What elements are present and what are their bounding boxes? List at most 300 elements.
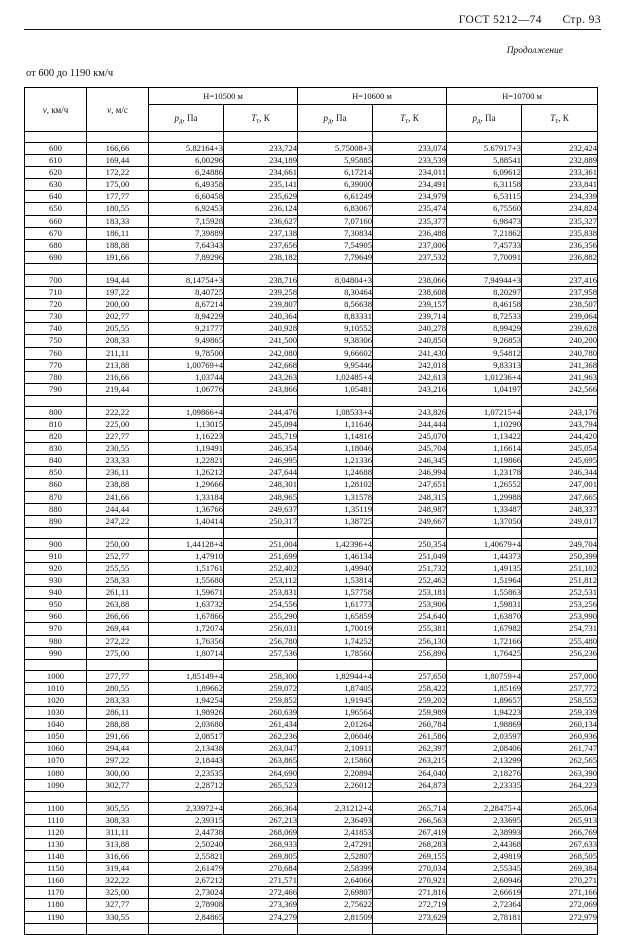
table-cell: 240,850 bbox=[373, 335, 447, 347]
table-cell: 7,70091 bbox=[447, 251, 522, 263]
table-row-spacer bbox=[25, 923, 598, 934]
table-cell: 2,33695 bbox=[447, 814, 522, 826]
table-cell: 2,03680 bbox=[149, 719, 224, 731]
table-cell: 1,35119 bbox=[298, 503, 373, 515]
table-cell: 233,361 bbox=[522, 167, 598, 179]
table-row bbox=[25, 682, 598, 694]
table-cell: 1,94223 bbox=[447, 707, 522, 719]
table-row bbox=[25, 479, 598, 491]
table-cell: 2,23335 bbox=[447, 779, 522, 791]
table-row-spacer bbox=[25, 659, 598, 670]
table-cell: 760 bbox=[25, 347, 87, 359]
table-cell: 236,356 bbox=[522, 239, 598, 251]
table-cell: 252,402 bbox=[224, 563, 298, 575]
table-cell: 251,732 bbox=[373, 563, 447, 575]
table-cell: 1,53814 bbox=[298, 575, 373, 587]
table-cell: 1,42396+4 bbox=[298, 538, 373, 550]
table-cell: 243,216 bbox=[373, 383, 447, 395]
table-row bbox=[25, 694, 598, 706]
table-cell: 245,070 bbox=[373, 431, 447, 443]
table-cell: 246,344 bbox=[522, 467, 598, 479]
table-cell: 257,772 bbox=[522, 682, 598, 694]
table-cell: 237,532 bbox=[373, 251, 447, 263]
table-cell: 690 bbox=[25, 251, 87, 263]
table-cell: 250,00 bbox=[87, 538, 149, 550]
table-cell: 239,807 bbox=[224, 299, 298, 311]
header-group-h10700: Н=10700 м bbox=[447, 88, 598, 105]
table-cell: 1,51964 bbox=[447, 575, 522, 587]
table-cell: 770 bbox=[25, 359, 87, 371]
table-cell: 233,539 bbox=[373, 155, 447, 167]
table-cell: 6,75560 bbox=[447, 203, 522, 215]
table-row bbox=[25, 887, 598, 899]
table-cell: 313,88 bbox=[87, 838, 149, 850]
table-cell: 8,83331 bbox=[298, 311, 373, 323]
table-cell: 1030 bbox=[25, 707, 87, 719]
table-cell: 260,784 bbox=[373, 719, 447, 731]
table-cell: 1020 bbox=[25, 694, 87, 706]
table-cell: 2,64066 bbox=[298, 875, 373, 887]
table-cell: 1,36766 bbox=[149, 503, 224, 515]
table-cell: 262,397 bbox=[373, 743, 447, 755]
table-cell: 246,345 bbox=[373, 455, 447, 467]
table-cell: 1,00769+4 bbox=[149, 359, 224, 371]
table-row bbox=[25, 299, 598, 311]
table-cell: 270,684 bbox=[224, 863, 298, 875]
table-cell: 256,896 bbox=[373, 647, 447, 659]
table-cell: 236,882 bbox=[522, 251, 598, 263]
table-cell: 166,66 bbox=[87, 143, 149, 155]
table-cell: 216,66 bbox=[87, 371, 149, 383]
table-row bbox=[25, 863, 598, 875]
table-cell: 269,384 bbox=[522, 863, 598, 875]
table-cell: 257,650 bbox=[373, 670, 447, 682]
table-cell: 186,11 bbox=[87, 227, 149, 239]
header-pd-1: $p_д$, Па bbox=[149, 105, 224, 132]
table-cell: 263,88 bbox=[87, 599, 149, 611]
table-cell: 6,61249 bbox=[298, 191, 373, 203]
table-cell: 1,16223 bbox=[149, 431, 224, 443]
table-cell: 1,22821 bbox=[149, 455, 224, 467]
table-cell: 262,236 bbox=[224, 731, 298, 743]
table-cell: 2,13299 bbox=[447, 755, 522, 767]
table-cell: 251,812 bbox=[522, 575, 598, 587]
table-cell: 6,98473 bbox=[447, 215, 522, 227]
table-row bbox=[25, 707, 598, 719]
table-cell: 1,38725 bbox=[298, 515, 373, 527]
table-cell: 255,381 bbox=[373, 623, 447, 635]
table-cell: 270,271 bbox=[522, 875, 598, 887]
table-cell: 1,33184 bbox=[149, 491, 224, 503]
table-cell: 6,24886 bbox=[149, 167, 224, 179]
table-cell: 6,53115 bbox=[447, 191, 522, 203]
table-cell: 1070 bbox=[25, 755, 87, 767]
table-cell: 248,337 bbox=[522, 503, 598, 515]
table-cell: 272,069 bbox=[522, 899, 598, 911]
table-cell: 237,958 bbox=[522, 287, 598, 299]
table-cell: 239,628 bbox=[522, 323, 598, 335]
table-cell: 8,14754+3 bbox=[149, 274, 224, 286]
table-cell: 238,88 bbox=[87, 479, 149, 491]
table-cell: 9,38306 bbox=[298, 335, 373, 347]
table-row bbox=[25, 274, 598, 286]
table-cell: 610 bbox=[25, 155, 87, 167]
table-cell: 6,39000 bbox=[298, 179, 373, 191]
table-cell: 2,44738 bbox=[149, 826, 224, 838]
table-cell: 265,523 bbox=[224, 779, 298, 791]
table-cell: 920 bbox=[25, 563, 87, 575]
table-cell: 750 bbox=[25, 335, 87, 347]
table-cell: 1150 bbox=[25, 863, 87, 875]
table-cell: 254,640 bbox=[373, 611, 447, 623]
table-row-spacer bbox=[25, 791, 598, 802]
table-cell: 930 bbox=[25, 575, 87, 587]
table-cell: 267,419 bbox=[373, 826, 447, 838]
data-table bbox=[24, 87, 598, 935]
table-cell: 1180 bbox=[25, 899, 87, 911]
table-cell: 291,66 bbox=[87, 731, 149, 743]
table-cell: 8,94229 bbox=[149, 311, 224, 323]
table-row bbox=[25, 311, 598, 323]
table-cell: 640 bbox=[25, 191, 87, 203]
table-cell: 246,995 bbox=[224, 455, 298, 467]
table-cell: 1,98926 bbox=[149, 707, 224, 719]
table-cell: 302,77 bbox=[87, 779, 149, 791]
table-cell: 1,37050 bbox=[447, 515, 522, 527]
table-cell: 1,33487 bbox=[447, 503, 522, 515]
table-cell: 250,354 bbox=[373, 538, 447, 550]
table-cell: 2,28475+4 bbox=[447, 802, 522, 814]
table-cell: 650 bbox=[25, 203, 87, 215]
table-cell: 9,78500 bbox=[149, 347, 224, 359]
table-cell: 252,462 bbox=[373, 575, 447, 587]
table-cell: 5.75008+3 bbox=[298, 143, 373, 155]
table-cell: 1,24688 bbox=[298, 467, 373, 479]
table-cell: 600 bbox=[25, 143, 87, 155]
table-cell: 240,278 bbox=[373, 323, 447, 335]
table-cell: 780 bbox=[25, 371, 87, 383]
table-body bbox=[25, 132, 598, 935]
table-row bbox=[25, 670, 598, 682]
table-cell: 205,55 bbox=[87, 323, 149, 335]
table-cell: 1,89657 bbox=[447, 694, 522, 706]
table-cell: 247,001 bbox=[522, 479, 598, 491]
table-cell: 1,67982 bbox=[447, 623, 522, 635]
table-cell: 322,22 bbox=[87, 875, 149, 887]
table-row-spacer bbox=[25, 527, 598, 538]
table-cell: 234,979 bbox=[373, 191, 447, 203]
table-cell: 9,26853 bbox=[447, 335, 522, 347]
table-cell: 1,02485+4 bbox=[298, 371, 373, 383]
table-cell: 239,064 bbox=[522, 311, 598, 323]
table-cell: 242,080 bbox=[224, 347, 298, 359]
table-cell: 2,47291 bbox=[298, 838, 373, 850]
table-cell: 1,47910 bbox=[149, 550, 224, 562]
table-cell: 283,33 bbox=[87, 694, 149, 706]
table-cell: 790 bbox=[25, 383, 87, 395]
table-row-spacer bbox=[25, 132, 598, 143]
table-cell: 259,202 bbox=[373, 694, 447, 706]
table-cell: 820 bbox=[25, 431, 87, 443]
table-cell: 870 bbox=[25, 491, 87, 503]
table-cell: 272,719 bbox=[373, 899, 447, 911]
table-cell: 243,794 bbox=[522, 418, 598, 430]
table-cell: 7,07160 bbox=[298, 215, 373, 227]
table-cell: 620 bbox=[25, 167, 87, 179]
table-cell: 1,06776 bbox=[149, 383, 224, 395]
table-cell: 260,936 bbox=[522, 731, 598, 743]
table-cell: 6,00296 bbox=[149, 155, 224, 167]
table-cell: 253,181 bbox=[373, 587, 447, 599]
table-cell: 1,21336 bbox=[298, 455, 373, 467]
table-cell: 5.82164+3 bbox=[149, 143, 224, 155]
table-cell: 264,690 bbox=[224, 767, 298, 779]
table-cell: 1,14816 bbox=[298, 431, 373, 443]
table-cell: 238,507 bbox=[522, 299, 598, 311]
table-cell: 241,963 bbox=[522, 371, 598, 383]
table-cell: 233,074 bbox=[373, 143, 447, 155]
table-cell: 6,17214 bbox=[298, 167, 373, 179]
table-cell: 1,72074 bbox=[149, 623, 224, 635]
table-cell: 1,80759+4 bbox=[447, 670, 522, 682]
header-tt-2: $T_т$, К bbox=[373, 105, 447, 132]
table-cell: 1040 bbox=[25, 719, 87, 731]
table-row bbox=[25, 167, 598, 179]
table-cell: 9,66602 bbox=[298, 347, 373, 359]
table-row bbox=[25, 323, 598, 335]
table-cell: 1,55680 bbox=[149, 575, 224, 587]
table-cell: 252,77 bbox=[87, 550, 149, 562]
header-group-h10500: Н=10500 м bbox=[149, 88, 298, 105]
table-cell: 910 bbox=[25, 550, 87, 562]
table-cell: 1,49135 bbox=[447, 563, 522, 575]
table-cell: 8,67214 bbox=[149, 299, 224, 311]
table-cell: 271,166 bbox=[522, 887, 598, 899]
table-cell: 1,87405 bbox=[298, 682, 373, 694]
table-row bbox=[25, 215, 598, 227]
table-cell: 1,80714 bbox=[149, 647, 224, 659]
table-cell: 264,040 bbox=[373, 767, 447, 779]
table-cell: 242,613 bbox=[373, 371, 447, 383]
table-row bbox=[25, 347, 598, 359]
table-cell: 660 bbox=[25, 215, 87, 227]
table-cell: 1,40679+4 bbox=[447, 538, 522, 550]
table-cell: 269,44 bbox=[87, 623, 149, 635]
table-cell: 265,064 bbox=[522, 802, 598, 814]
table-cell: 270,034 bbox=[373, 863, 447, 875]
table-cell: 260,134 bbox=[522, 719, 598, 731]
table-cell: 240,364 bbox=[224, 311, 298, 323]
table-cell: 2,41853 bbox=[298, 826, 373, 838]
table-cell: 253,831 bbox=[224, 587, 298, 599]
header-tt-1: $T_т$, К bbox=[224, 105, 298, 132]
table-cell: 237,416 bbox=[522, 274, 598, 286]
table-cell: 6,92453 bbox=[149, 203, 224, 215]
table-cell: 2,33972+4 bbox=[149, 802, 224, 814]
table-cell: 248,301 bbox=[224, 479, 298, 491]
table-cell: 266,769 bbox=[522, 826, 598, 838]
table-cell: 1,40414 bbox=[149, 515, 224, 527]
table-cell: 233,841 bbox=[522, 179, 598, 191]
table-cell: 5.67917+3 bbox=[447, 143, 522, 155]
table-cell: 2,36493 bbox=[298, 814, 373, 826]
table-cell: 243,263 bbox=[224, 371, 298, 383]
table-cell: 251,102 bbox=[522, 563, 598, 575]
table-cell: 2,08517 bbox=[149, 731, 224, 743]
table-cell: 234,339 bbox=[522, 191, 598, 203]
table-cell: 233,33 bbox=[87, 455, 149, 467]
table-cell: 2,52807 bbox=[298, 851, 373, 863]
table-cell: 262,565 bbox=[522, 755, 598, 767]
table-cell: 1,44373 bbox=[447, 550, 522, 562]
table-cell: 2,78908 bbox=[149, 899, 224, 911]
table-row bbox=[25, 287, 598, 299]
table-cell: 208,33 bbox=[87, 335, 149, 347]
table-row bbox=[25, 550, 598, 562]
table-cell: 810 bbox=[25, 418, 87, 430]
table-cell: 249,637 bbox=[224, 503, 298, 515]
table-cell: 232,424 bbox=[522, 143, 598, 155]
table-cell: 234,661 bbox=[224, 167, 298, 179]
table-row bbox=[25, 251, 598, 263]
table-cell: 259,339 bbox=[522, 707, 598, 719]
table-cell: 253,112 bbox=[224, 575, 298, 587]
table-cell: 1,04197 bbox=[447, 383, 522, 395]
table-cell: 256,130 bbox=[373, 635, 447, 647]
table-cell: 267,633 bbox=[522, 838, 598, 850]
table-cell: 1,13015 bbox=[149, 418, 224, 430]
table-cell: 238,608 bbox=[373, 287, 447, 299]
table-cell: 257,536 bbox=[224, 647, 298, 659]
table-cell: 2,50240 bbox=[149, 838, 224, 850]
table-cell: 1,74252 bbox=[298, 635, 373, 647]
table-cell: 1160 bbox=[25, 875, 87, 887]
header-standard-and-page bbox=[459, 14, 601, 26]
table-cell: 232,889 bbox=[522, 155, 598, 167]
table-cell: 239,157 bbox=[373, 299, 447, 311]
table-cell: 244,444 bbox=[373, 418, 447, 430]
header-speed-ms: v, м/с bbox=[87, 88, 149, 132]
table-row bbox=[25, 203, 598, 215]
table-row bbox=[25, 623, 598, 635]
table-cell: 286,11 bbox=[87, 707, 149, 719]
table-cell: 980 bbox=[25, 635, 87, 647]
table-cell: 2,73024 bbox=[149, 887, 224, 899]
table-cell: 280,55 bbox=[87, 682, 149, 694]
table-cell: 1,10290 bbox=[447, 418, 522, 430]
table-cell: 235,327 bbox=[522, 215, 598, 227]
table-cell: 235,377 bbox=[373, 215, 447, 227]
table-cell: 272,22 bbox=[87, 635, 149, 647]
table-cell: 244,476 bbox=[224, 406, 298, 418]
table-cell: 2,67212 bbox=[149, 875, 224, 887]
table-cell: 1,94254 bbox=[149, 694, 224, 706]
table-cell: 700 bbox=[25, 274, 87, 286]
table-cell: 900 bbox=[25, 538, 87, 550]
header-tt-3: $T_т$, К bbox=[522, 105, 598, 132]
table-cell: 1,28102 bbox=[298, 479, 373, 491]
table-cell: 245,704 bbox=[373, 443, 447, 455]
table-cell: 860 bbox=[25, 479, 87, 491]
table-cell: 1190 bbox=[25, 911, 87, 923]
table-cell: 890 bbox=[25, 515, 87, 527]
table-cell: 197,22 bbox=[87, 287, 149, 299]
table-cell: 235,141 bbox=[224, 179, 298, 191]
table-cell: 1010 bbox=[25, 682, 87, 694]
table-cell: 730 bbox=[25, 311, 87, 323]
table-cell: 256,780 bbox=[224, 635, 298, 647]
table-cell: 268,933 bbox=[224, 838, 298, 850]
table-cell: 1080 bbox=[25, 767, 87, 779]
table-cell: 2,39315 bbox=[149, 814, 224, 826]
table-cell: 1,19866 bbox=[447, 455, 522, 467]
table-cell: 265,913 bbox=[522, 814, 598, 826]
page-header bbox=[24, 14, 601, 30]
table-row bbox=[25, 851, 598, 863]
table-cell: 251,004 bbox=[224, 538, 298, 550]
table-cell: 1,85169 bbox=[447, 682, 522, 694]
table-cell: 9,95446 bbox=[298, 359, 373, 371]
table-cell: 294,44 bbox=[87, 743, 149, 755]
table-cell: 1,89662 bbox=[149, 682, 224, 694]
table-cell: 1,08533+4 bbox=[298, 406, 373, 418]
table-cell: 2,75622 bbox=[298, 899, 373, 911]
table-cell: 6,49358 bbox=[149, 179, 224, 191]
table-cell: 1,98869 bbox=[447, 719, 522, 731]
table-cell: 330,55 bbox=[87, 911, 149, 923]
table-cell: 1090 bbox=[25, 779, 87, 791]
table-cell: 1,76356 bbox=[149, 635, 224, 647]
table-cell: 263,390 bbox=[522, 767, 598, 779]
table-head bbox=[25, 88, 598, 132]
header-group-h10600: Н=10600 м bbox=[298, 88, 447, 105]
table-cell: 248,965 bbox=[224, 491, 298, 503]
table-cell: 9,54812 bbox=[447, 347, 522, 359]
table-cell: 288,88 bbox=[87, 719, 149, 731]
table-cell: 7,94944+3 bbox=[447, 274, 522, 286]
table-cell: 1,72166 bbox=[447, 635, 522, 647]
table-cell: 253,990 bbox=[522, 611, 598, 623]
table-cell: 277,77 bbox=[87, 670, 149, 682]
table-cell: 202,77 bbox=[87, 311, 149, 323]
table-cell: 308,33 bbox=[87, 814, 149, 826]
table-cell: 251,049 bbox=[373, 550, 447, 562]
table-cell: 259,852 bbox=[224, 694, 298, 706]
table-cell: 2,66619 bbox=[447, 887, 522, 899]
table-cell: 990 bbox=[25, 647, 87, 659]
table-cell: 7,39889 bbox=[149, 227, 224, 239]
table-cell: 7,64343 bbox=[149, 239, 224, 251]
table-cell: 2,20894 bbox=[298, 767, 373, 779]
table-cell: 850 bbox=[25, 467, 87, 479]
header-pd-3: $p_д$, Па bbox=[447, 105, 522, 132]
continued-label: Продолжение bbox=[506, 46, 563, 56]
table-cell: 259,989 bbox=[373, 707, 447, 719]
table-row bbox=[25, 814, 598, 826]
table-cell: 227,77 bbox=[87, 431, 149, 443]
table-cell: 297,22 bbox=[87, 755, 149, 767]
table-cell: 1,55863 bbox=[447, 587, 522, 599]
table-cell: 248,315 bbox=[373, 491, 447, 503]
table-cell: 9,49865 bbox=[149, 335, 224, 347]
table-cell: 240,928 bbox=[224, 323, 298, 335]
table-cell: 8,72533 bbox=[447, 311, 522, 323]
table-cell: 325,00 bbox=[87, 887, 149, 899]
table-cell: 7,79649 bbox=[298, 251, 373, 263]
table-cell: 270,921 bbox=[373, 875, 447, 887]
table-cell: 236,488 bbox=[373, 227, 447, 239]
table-cell: 800 bbox=[25, 406, 87, 418]
